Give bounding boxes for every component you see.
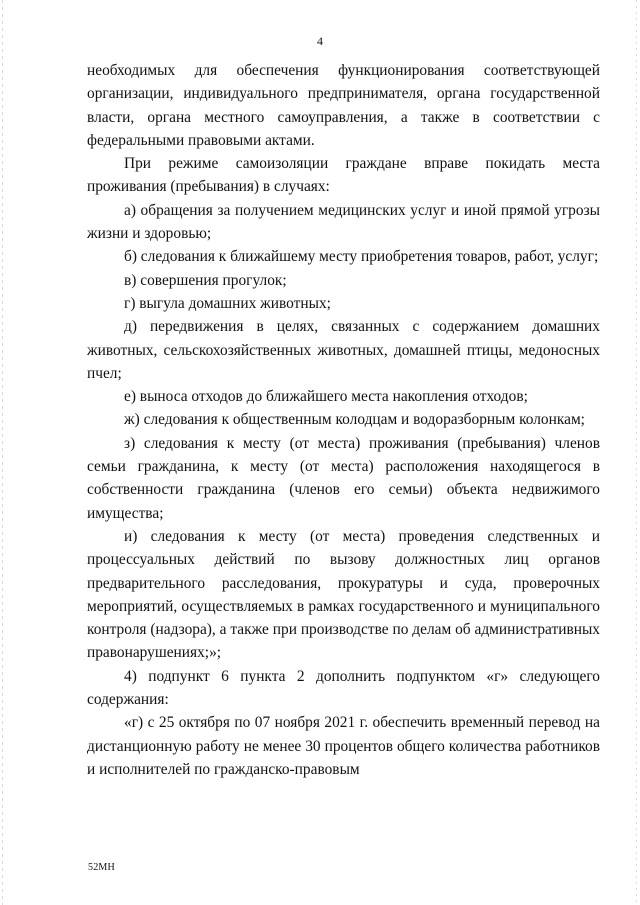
paragraph-subitem-g: «г) с 25 октября по 07 ноября 2021 г. обеспечить временный перевод на дистанционную работу не менее 30 процентов общего количества работников и исполнителей по гражданско-правовым: [87, 714, 600, 778]
list-item-d: д) передвижения в целях, связанных с содержанием домашних животных, сельскохозяйственных животных, домашней птицы, медоносных пчел;: [87, 318, 600, 382]
page-number: 4: [317, 34, 323, 48]
scan-edge-left: [2, 0, 3, 905]
paragraph-amendment-4: 4) подпункт 6 пункта 2 дополнить подпунктом «г» следующего содержания:: [87, 667, 600, 709]
list-item-g: г) выгула домашних животных;: [124, 294, 331, 312]
list-item-zh: ж) следования к общественным колодцам и водоразборным колонкам;: [124, 411, 585, 429]
list-item-a: а) обращения за получением медицинских услуг и иной прямой угрозы жизни и здоровью;: [87, 201, 600, 243]
paragraph-self-isolation-intro: При режиме самоизоляции граждане вправе покидать места проживания (пребывания) в случаях:: [87, 155, 600, 196]
list-item-e: е) выноса отходов до ближайшего места накопления отходов;: [124, 388, 528, 406]
document-body: [87, 59, 600, 781]
list-item-b: б) следования к ближайшему месту приобретения товаров, работ, услуг;: [124, 248, 599, 266]
footer-document-code: 52МН: [88, 862, 115, 873]
list-item-v: в) совершения прогулок;: [124, 271, 287, 289]
paragraph-continuation: необходимых для обеспечения функционирования соответствующей организации, индивидуального предпринимателя, органа государственной власти, органа местного самоуправления, а также в соответствии с федеральными правовыми актами.: [87, 62, 600, 149]
list-item-i: и) следования к месту (от места) проведения следственных и процессуальных действий по вызову должностных лиц органов предварительного расследования, прокуратуры и суда, проверочных мероприятий, осуществляемых в рамках государственного и муниципального контроля (надзора), а также при производстве по делам об административных правонарушениях;»;: [87, 527, 600, 662]
list-item-z: з) следования к месту (от места) проживания (пребывания) членов семьи гражданина, к месту (от места) расположения находящегося в собственности гражданина (членов его семьи) объекта недвижимого имущества;: [87, 434, 600, 522]
scan-edge-right: [636, 0, 637, 905]
